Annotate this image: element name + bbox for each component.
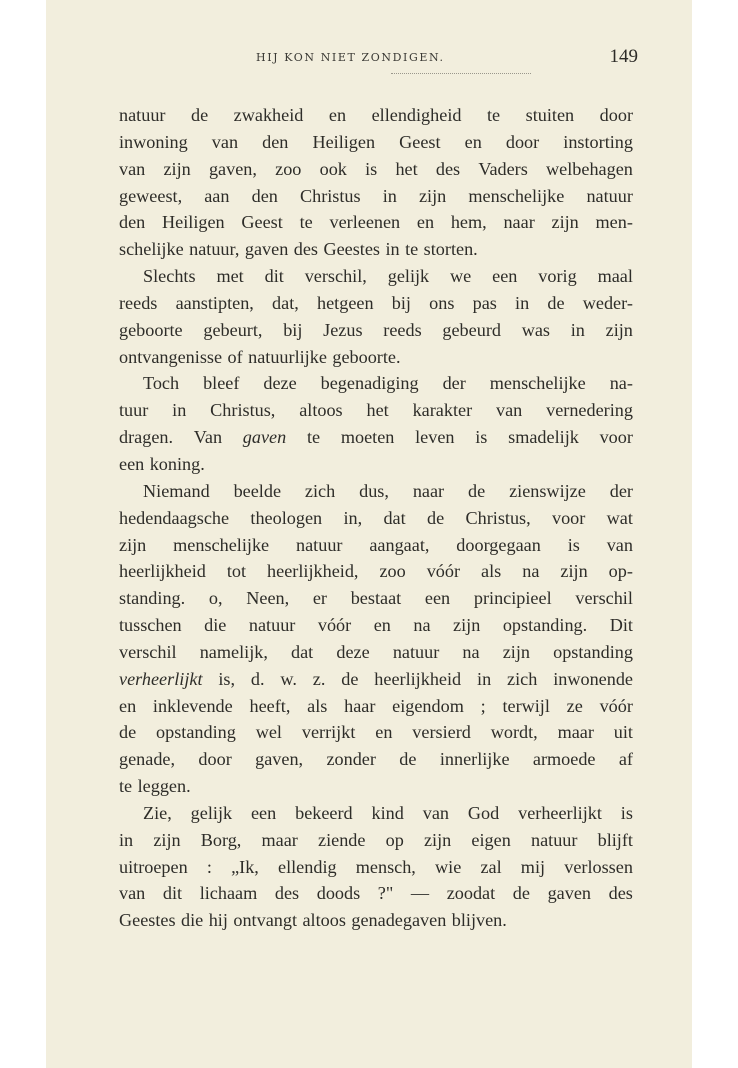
book-page: [46, 0, 692, 1068]
text-line: in zijn Borg, maar ziende op zijn eigen natuur blijft: [119, 829, 633, 850]
text-line: dragen. Van gaven te moeten leven is smadelijk voor: [119, 427, 633, 448]
text-line: van dit lichaam des doods ?" — zoodat de gaven des: [119, 883, 633, 904]
text-line: de opstanding wel verrijkt en versierd wordt, maar uit: [119, 722, 633, 743]
text-line: reeds aanstipten, dat, hetgeen bij ons pas in de weder-: [119, 292, 633, 313]
text-line: standing. o, Neen, er bestaat een principieel verschil: [119, 588, 633, 609]
text-line: heerlijkheid tot heerlijkheid, zoo vóór als na zijn op-: [119, 561, 633, 582]
page-number: 149: [609, 46, 638, 67]
text-line: geboorte gebeurt, bij Jezus reeds gebeurd was in zijn: [119, 319, 633, 340]
page-header: [46, 44, 692, 72]
text-line: een koning.: [119, 453, 205, 474]
text-line: schelijke natuur, gaven des Geestes in te storten.: [119, 239, 478, 260]
text-line: tusschen die natuur vóór en na zijn opstanding. Dit: [119, 615, 633, 636]
text-line: verschil namelijk, dat deze natuur na zijn opstanding: [119, 641, 633, 662]
text-line: uitroepen : „Ik, ellendig mensch, wie zal mij verlossen: [119, 856, 633, 877]
text-line: genade, door gaven, zonder de innerlijke armoede af: [119, 749, 633, 770]
text-line: ontvangenisse of natuurlijke geboorte.: [119, 346, 401, 367]
body-text: [119, 102, 633, 934]
header-rule: [391, 73, 531, 74]
text-line: zijn menschelijke natuur aangaat, doorgegaan is van: [119, 534, 633, 555]
text-line: Niemand beelde zich dus, naar de zienswijze der: [143, 480, 633, 501]
text-line: Geestes die hij ontvangt altoos genadegaven blijven.: [119, 910, 507, 931]
text-line: Zie, gelijk een bekeerd kind van God verheerlijkt is: [143, 802, 633, 823]
text-line: en inklevende heeft, als haar eigendom ; terwijl ze vóór: [119, 695, 633, 716]
text-line: geweest, aan den Christus in zijn menschelijke natuur: [119, 185, 633, 206]
running-head: HIJ KON NIET ZONDIGEN.: [256, 51, 445, 64]
text-line: van zijn gaven, zoo ook is het des Vaders welbehagen: [119, 158, 633, 179]
text-line: Slechts met dit verschil, gelijk we een vorig maal: [143, 266, 633, 287]
text-line: te leggen.: [119, 776, 191, 797]
text-line: Toch bleef deze begenadiging der menschelijke na-: [143, 373, 633, 394]
text-line: verheerlijkt is, d. w. z. de heerlijkheid in zich inwonende: [119, 668, 633, 689]
text-line: tuur in Christus, altoos het karakter van vernedering: [119, 400, 633, 421]
text-line: inwoning van den Heiligen Geest en door instorting: [119, 131, 633, 152]
text-line: hedendaagsche theologen in, dat de Christus, voor wat: [119, 507, 633, 528]
text-line: den Heiligen Geest te verleenen en hem, naar zijn men-: [119, 212, 633, 233]
text-line: natuur de zwakheid en ellendigheid te stuiten door: [119, 105, 633, 125]
